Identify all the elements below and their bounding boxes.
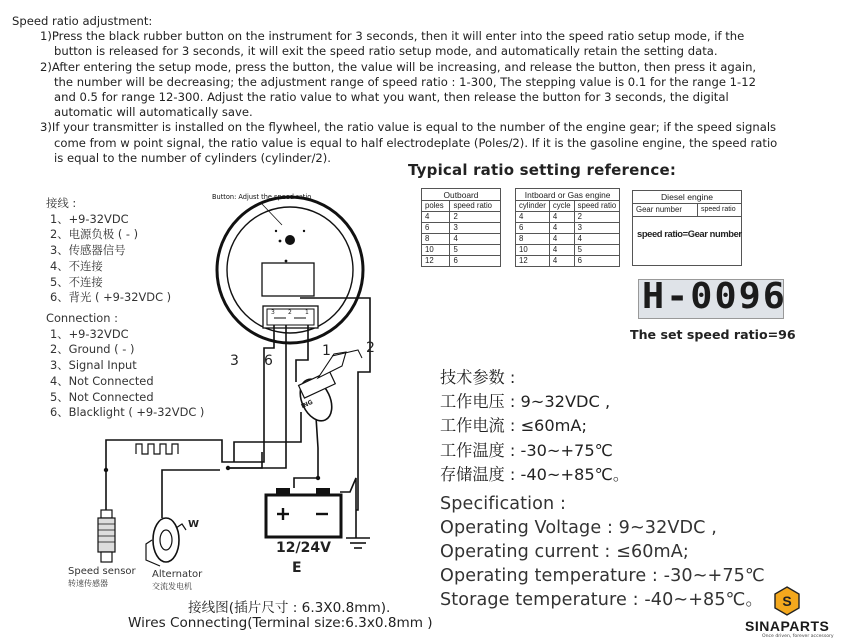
instruction-line: button is released for 3 seconds, it will exit the speed ratio setup mode, and automatically retain the setting data. — [54, 44, 718, 59]
table-cell: 4 — [574, 234, 620, 245]
battery-voltage-label: 12/24V — [276, 540, 331, 556]
spec-cn-item: 工作电压 : 9~32VDC , — [440, 392, 611, 412]
terminal-label: 1 — [305, 309, 309, 316]
w-terminal-label: W — [188, 519, 200, 530]
wire-label: 6 — [264, 353, 273, 369]
lcd-readout: H-0096 — [642, 276, 787, 317]
table-cell: 10 — [516, 245, 550, 256]
table-cell: 3 — [450, 223, 501, 234]
connection-item: 4、Not Connected — [50, 373, 154, 388]
table-header: speed ratio — [450, 201, 501, 212]
signal-wave-icon — [136, 444, 178, 454]
table-cell: 5 — [574, 245, 620, 256]
connection-item: 6、背光 ( +9-32VDC ) — [50, 290, 172, 305]
ignition-switch-icon — [294, 350, 362, 426]
connection-title-cn: 接线 : — [46, 196, 77, 210]
instruction-line: 3)If your transmitter is installed on the flywheel, the ratio value is equal to the number of the engine gear; if the speed signals — [40, 120, 777, 135]
spec-en-item: Operating Voltage : 9~32VDC , — [440, 518, 717, 539]
table-cell: 4 — [549, 223, 574, 234]
battery-icon — [266, 488, 341, 537]
connection-title-en: Connection : — [46, 311, 118, 325]
instruction-line: the number will be decreasing; the adjustment range of speed ratio : 1-300, The stepping value is 0.1 for the range 1-12 — [54, 74, 756, 89]
connection-item: 3、Signal Input — [50, 358, 137, 373]
speed-sensor-label — [68, 566, 136, 590]
terminal-label: 2 — [288, 309, 292, 316]
table-cell: 12 — [422, 256, 450, 267]
footer-caption-cn: 接线图(插片尺寸 : 6.3X0.8mm). — [188, 600, 391, 616]
connection-item: 2、电源负极 ( - ) — [50, 227, 139, 242]
inboard-caption: Intboard or Gas engine — [516, 189, 620, 201]
speed-sensor-label-cn: 转速传感器 — [68, 579, 108, 588]
instruction-line: automatic will automatically save. — [54, 105, 253, 120]
speed-sensor-label-en: Speed sensor — [68, 566, 136, 577]
alternator-label-cn: 交流发电机 — [152, 582, 192, 591]
logo-tagline: Once driven, forever accessory — [762, 634, 834, 639]
connection-item: 5、Not Connected — [50, 389, 154, 404]
spec-en-block — [440, 492, 765, 612]
wire-label: 2 — [366, 340, 375, 356]
instruction-line: 1)Press the black rubber button on the instrument for 3 seconds, then it will enter into the speed ratio setup mode, if the — [40, 29, 745, 44]
wire-label: 1 — [322, 343, 331, 359]
table-cell: 5 — [450, 245, 501, 256]
spec-en-item: Storage temperature : -40~+85℃。 — [440, 590, 764, 611]
connection-item: 1、+9-32VDC — [50, 326, 129, 341]
spec-cn-item: 工作电流 : ≤60mA; — [440, 416, 587, 436]
spec-en-item: Operating current : ≤60mA; — [440, 542, 689, 563]
ign-label: ING — [300, 398, 315, 411]
table-header: cycle — [549, 201, 574, 212]
table-cell: 10 — [422, 245, 450, 256]
spec-cn-title: 技术参数 : — [440, 368, 516, 387]
connection-item: 6、Blacklight ( +9-32VDC ) — [50, 405, 205, 420]
wire-label: 3 — [230, 353, 239, 369]
table-cell: 4 — [549, 256, 574, 267]
reference-title: Typical ratio setting reference: — [408, 161, 677, 179]
logo-name: SINAPARTS — [745, 618, 830, 634]
table-cell: 4 — [450, 234, 501, 245]
table-header: cylinder — [516, 201, 550, 212]
instruction-line: 2)After entering the setup mode, press the button, the value will be increasing, and release the button, then press it again, — [40, 59, 757, 74]
alternator-label — [152, 569, 202, 593]
spec-en-item: Operating temperature : -30~+75℃ — [440, 566, 765, 587]
table-cell: 3 — [574, 223, 620, 234]
outboard-caption: Outboard — [422, 189, 501, 201]
instruction-line: and 0.5 for range 12-300. Adjust the ratio value to what you want, then release the button for 3 seconds, the digital — [54, 90, 729, 105]
diesel-formula: speed ratio=Gear number — [637, 228, 742, 239]
alternator-icon — [146, 518, 186, 566]
table-cell: 8 — [422, 234, 450, 245]
gauge — [217, 197, 363, 343]
spec-en-title: Specification : — [440, 494, 566, 514]
table-cell: 4 — [516, 212, 550, 223]
table-cell: 6 — [574, 256, 620, 267]
table-header: Gear number — [633, 204, 698, 216]
table-cell: 12 — [516, 256, 550, 267]
table-cell: 2 — [574, 212, 620, 223]
table-cell: 4 — [422, 212, 450, 223]
footer-caption-en: Wires Connecting(Terminal size:6.3x0.8mm ) — [128, 615, 433, 631]
instruction-line: come from w point signal, the ratio value is equal to half electrodeplate (Poles/2). If it is the gasoline engine, the speed ratio — [54, 135, 778, 150]
alternator-label-en: Alternator — [152, 569, 203, 580]
connection-item: 1、+9-32VDC — [50, 211, 129, 226]
spec-cn-block — [440, 366, 629, 487]
table-header: speed ratio — [701, 206, 736, 213]
connection-item: 3、传感器信号 — [50, 243, 126, 258]
logo-icon — [774, 586, 800, 616]
table-cell: 8 — [516, 234, 550, 245]
connection-item: 2、Ground ( - ) — [50, 342, 135, 357]
spec-cn-item: 工作温度 : -30~+75℃ — [440, 440, 613, 460]
button-label: Button: Adjust the speed ratio — [212, 193, 312, 201]
table-header: poles — [422, 201, 450, 212]
table-cell: 4 — [549, 212, 574, 223]
set-ratio-caption: The set speed ratio=96 — [630, 327, 796, 342]
table-header: speed ratio — [574, 201, 620, 212]
table-cell: 4 — [549, 234, 574, 245]
battery-e-label: E — [292, 560, 302, 576]
instructions-title: Speed ratio adjustment: — [12, 14, 153, 28]
table-cell: 6 — [422, 223, 450, 234]
ground-icon — [346, 538, 370, 548]
table-cell: 6 — [516, 223, 550, 234]
spec-cn-item: 存储温度 : -40~+85℃。 — [440, 464, 630, 484]
svg-text:S: S — [782, 593, 792, 609]
terminal-label: 3 — [271, 309, 275, 316]
speed-sensor-icon — [98, 510, 115, 562]
connection-item: 5、不连接 — [50, 274, 103, 289]
diesel-caption: Diesel engine — [633, 191, 741, 204]
table-cell: 6 — [450, 256, 501, 267]
table-cell: 4 — [549, 245, 574, 256]
instruction-line: is equal to the number of cylinders (cylinder/2). — [54, 150, 331, 165]
connection-item: 4、不连接 — [50, 258, 103, 273]
table-cell: 2 — [450, 212, 501, 223]
